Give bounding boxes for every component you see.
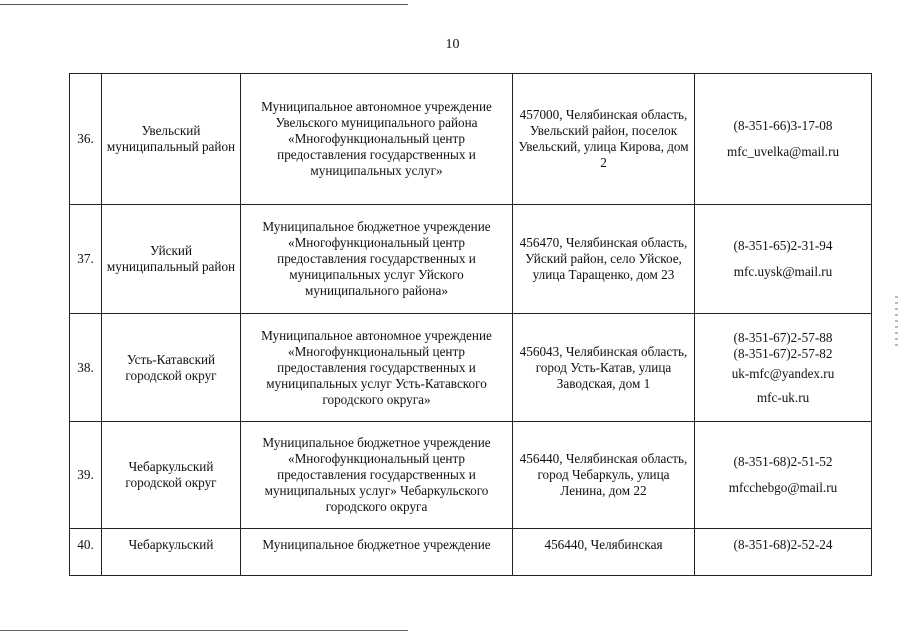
email: mfcchebgo@mail.ru xyxy=(728,480,838,495)
email: mfc_uvelka@mail.ru xyxy=(726,144,840,159)
contacts-cell xyxy=(695,74,872,205)
top-rule xyxy=(0,4,408,5)
municipality-name: Усть-Катавский городской округ xyxy=(102,314,241,422)
scan-marks xyxy=(895,296,898,346)
phone: (8-351-68)2-52-24 xyxy=(733,537,833,552)
website: mfc-uk.ru xyxy=(756,389,810,405)
phone: (8-351-66)3-17-08 xyxy=(733,118,833,133)
table-row xyxy=(70,74,872,205)
row-number: 38. xyxy=(70,314,102,422)
table-row xyxy=(70,422,872,529)
row-number: 40. xyxy=(70,529,102,576)
row-number: 39. xyxy=(70,422,102,529)
municipality-name: Чебаркульский городской округ xyxy=(102,422,241,529)
address: 456470, Челябинская область, Уйский район, село Уйское, улица Таращенко, дом 23 xyxy=(513,205,695,314)
page-number: 10 xyxy=(445,37,460,52)
address: 456043, Челябинская область, город Усть-Катав, улица Заводская, дом 1 xyxy=(513,314,695,422)
address: 456440, Челябинская область, город Чебаркуль, улица Ленина, дом 22 xyxy=(513,422,695,529)
phone: (8-351-65)2-31-94 xyxy=(733,238,833,253)
organization-name: Муниципальное автономное учреждение «Многофункциональный центр предоставления государственных и муниципальных услуг Усть-Катавского городского округа» xyxy=(241,314,513,422)
phone: (8-351-68)2-51-52 xyxy=(733,454,833,469)
row-number: 36. xyxy=(70,74,102,205)
municipality-name: Чебаркульский xyxy=(102,529,241,576)
email: uk-mfc@yandex.ru xyxy=(731,365,835,381)
phone: (8-351-67)2-57-88 xyxy=(733,329,833,345)
organization-name: Муниципальное автономное учреждение Увельского муниципального района «Многофункциональный центр предоставления государственных и муниципальных услуг» xyxy=(241,74,513,205)
organization-name: Муниципальное бюджетное учреждение «Многофункциональный центр предоставления государственных и муниципальных услуг» Чебаркульского городского округа xyxy=(241,422,513,529)
contacts-cell xyxy=(695,205,872,314)
bottom-rule xyxy=(0,630,408,631)
row-number: 37. xyxy=(70,205,102,314)
organization-name: Муниципальное бюджетное учреждение «Многофункциональный центр предоставления государственных и муниципальных услуг Уйского муниципального района» xyxy=(241,205,513,314)
table-row xyxy=(70,314,872,422)
email: mfc.uysk@mail.ru xyxy=(733,264,833,279)
contacts-cell xyxy=(695,422,872,529)
mfc-table xyxy=(69,73,872,576)
contacts-cell xyxy=(695,314,872,422)
contacts-cell xyxy=(695,529,872,576)
phone-secondary: (8-351-67)2-57-82 xyxy=(733,345,833,361)
table-row xyxy=(70,529,872,576)
address: 456440, Челябинская xyxy=(513,529,695,576)
address: 457000, Челябинская область, Увельский район, поселок Увельский, улица Кирова, дом 2 xyxy=(513,74,695,205)
organization-name: Муниципальное бюджетное учреждение xyxy=(241,529,513,576)
municipality-name: Уйский муниципальный район xyxy=(102,205,241,314)
table-row xyxy=(70,205,872,314)
municipality-name: Увельский муниципальный район xyxy=(102,74,241,205)
